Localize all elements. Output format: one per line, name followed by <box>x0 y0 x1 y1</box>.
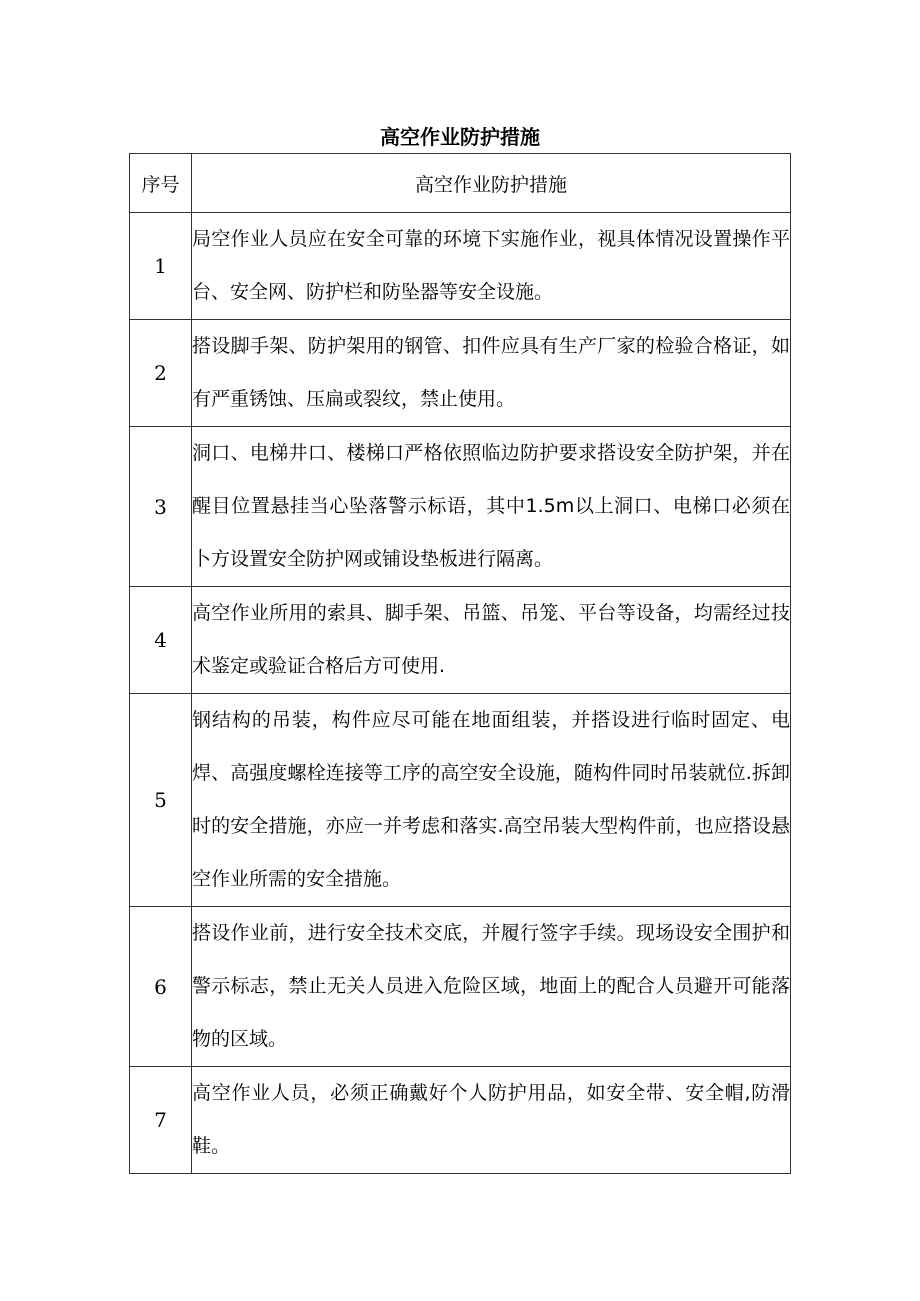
table-row <box>130 427 791 587</box>
table-row <box>130 1067 791 1174</box>
row-text: 局空作业人员应在安全可靠的环境下实施作业，视具体情况设置操作平台、安全网、防护栏和防坠器等安全设施。 <box>192 213 791 320</box>
table-row <box>130 213 791 320</box>
row-text: 高空作业所用的索具、脚手架、吊篮、吊笼、平台等设备，均需经过技术鉴定或验证合格后方可使用. <box>192 587 791 694</box>
row-number: 5 <box>130 694 192 907</box>
row-text: 搭设脚手架、防护架用的钢管、扣件应具有生产厂家的检验合格证，如有严重锈蚀、压扁或裂纹，禁止使用。 <box>192 320 791 427</box>
header-content: 高空作业防护措施 <box>192 154 791 213</box>
document-title: 高空作业防护措施 <box>380 125 540 149</box>
row-number: 2 <box>130 320 192 427</box>
measures-table <box>129 153 791 1174</box>
table-row <box>130 320 791 427</box>
row-text: 钢结构的吊装，构件应尽可能在地面组装，并搭设进行临时固定、电焊、高强度螺栓连接等工序的高空安全设施，随构件同时吊装就位.拆卸时的安全措施，亦应一并考虑和落实.高空吊装大型构件前，也应搭设悬空作业所需的安全措施。 <box>192 694 791 907</box>
row-number: 7 <box>130 1067 192 1174</box>
row-number: 3 <box>130 427 192 587</box>
row-text: 洞口、电梯井口、楼梯口严格依照临边防护要求搭设安全防护架，并在醒目位置悬挂当心坠落警示标语，其中1.5m以上洞口、电梯口必须在卜方设置安全防护网或铺设垫板进行隔离。 <box>192 427 791 587</box>
row-number: 4 <box>130 587 192 694</box>
header-number: 序号 <box>130 154 192 213</box>
row-text: 高空作业人员，必须正确戴好个人防护用品，如安全带、安全帽,防滑鞋。 <box>192 1067 791 1174</box>
table-row <box>130 694 791 907</box>
table-row <box>130 907 791 1067</box>
row-text: 搭设作业前，进行安全技术交底，并履行签字手续。现场设安全围护和警示标志，禁止无关人员进入危险区域，地面上的配合人员避开可能落物的区域。 <box>192 907 791 1067</box>
row-number: 6 <box>130 907 192 1067</box>
row-number: 1 <box>130 213 192 320</box>
table-row <box>130 587 791 694</box>
table-header-row <box>130 154 791 213</box>
